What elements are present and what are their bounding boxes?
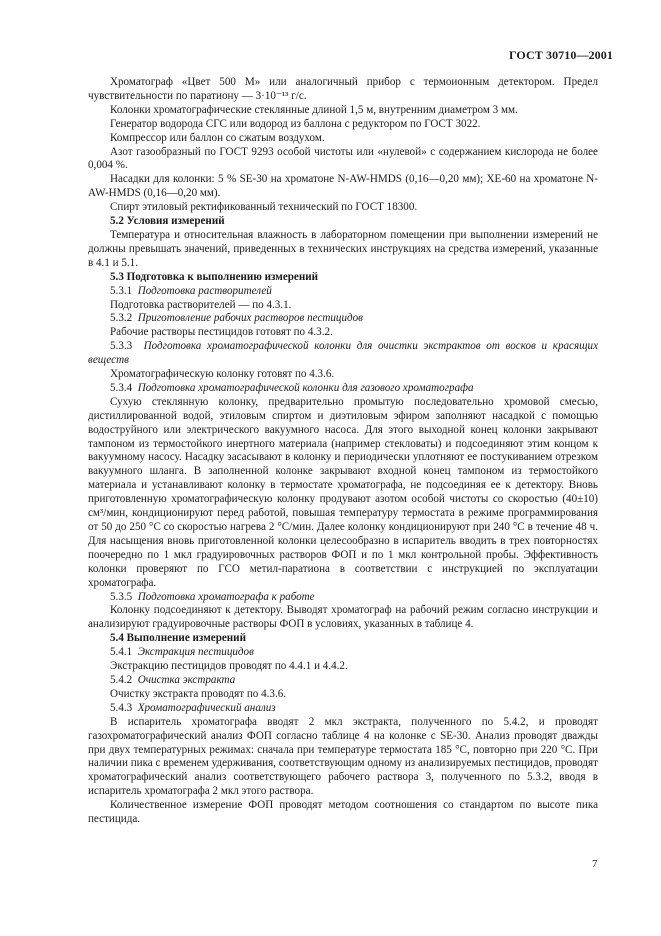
paragraph: Температура и относительная влажность в лабораторном помещении при выполнении измерений не должны превышать значений, приведенных в технических инструкциях на средства измерений, указанные в 4.1 и 5.1. <box>88 228 598 269</box>
paragraph: Количественное измерение ФОП проводят методом соотношения со стандартом по высоте пика пестицида. <box>88 799 598 826</box>
paragraph: Насадки для колонки: 5 % SE-30 на хроматоне N-AW-HMDS (0,16—0,20 мм); XE-60 на хроматоне N-AW-HMDS (0,16—0,20 мм). <box>88 173 598 200</box>
subsection-heading <box>88 382 598 396</box>
standard-code-header: ГОСТ 30710—2001 <box>509 48 613 62</box>
subsection-title: Подготовка хроматографа к работе <box>137 590 315 603</box>
subsection-number: 5.3.5 <box>110 590 133 603</box>
section-heading: 5.4 Выполнение измерений <box>110 632 246 645</box>
paragraph: Подготовка растворителей — по 4.3.1. <box>110 298 292 311</box>
subsection-heading <box>88 312 598 326</box>
subsection-title: Подготовка хроматографической колонки для очистки экстрактов от восков и красящих веществ <box>88 340 598 367</box>
subsection-number: 5.3.1 <box>110 284 133 297</box>
subsection-heading <box>88 340 598 368</box>
paragraph: Генератор водорода СГС или водород из баллона с редуктором по ГОСТ 3022. <box>110 117 481 130</box>
subsection-heading <box>88 591 598 605</box>
subsection-number: 5.4.1 <box>110 646 133 659</box>
paragraph: Сухую стеклянную колонку, предварительно промытую последовательно хромовой смесью, дистиллированной водой, этиловым спиртом и диэтиловым эфиром заполняют насадкой с помощью водоструйного или электрического вакуумного насоса. Для этого выходной конец колонки закрывают тампоном из термостойкого инертного материала (например стекловаты) и подсоединяют этим концом к вакуумному насосу. Насадку засасывают в колонку и периодически уплотняют ее постукиванием отрезком вакуумного шланга. В заполненной колонке закрывают входной конец тампоном из термостойкого материала и устанавливают колонку в термостате хроматографа, не подсоединяя ее к детектору. Вновь приготовленную хроматографическую колонку продувают азотом особой чистоты со скоростью (40±10) см³/мин, кондиционируют перед работой, повышая температуру термостата в режиме программирования от 50 до 250 °С со скоростью нагрева 2 °С/мин. Далее колонку кондиционируют при 240 °С в течение 48 ч. Для насыщения вновь приготовленной колонки целесообразно в испаритель вводить в трех повторностях поочередно по 1 мкл градуировочных растворов ФОП и по 1 мкл контрольной пробы. Эффективность колонки проверяют по ГСО метил-паратиона в соответствии с инструкцией по эксплуатации хроматографа. <box>88 395 598 589</box>
subsection-number: 5.4.2 <box>110 673 133 686</box>
section-heading: 5.2 Условия измерений <box>110 215 225 228</box>
subsection-number: 5.3.4 <box>110 381 133 394</box>
paragraph: Компрессор или баллон со сжатым воздухом. <box>110 131 325 144</box>
subsection-title: Подготовка растворителей <box>137 284 272 297</box>
paragraph: Хроматографическую колонку готовят по 4.3.6. <box>110 368 335 381</box>
subsection-number: 5.3.3 <box>110 340 133 353</box>
subsection-heading <box>88 674 598 688</box>
section-heading: 5.3 Подготовка к выполнению измерений <box>110 270 319 283</box>
subsection-heading <box>88 285 598 299</box>
paragraph: В испаритель хроматографа вводят 2 мкл экстракта, полученного по 5.4.2, и проводят газохроматографический анализ ФОП согласно таблице 4 на колонке с SE-30. Анализ проводят дважды при двух температурных режимах: сначала при температуре термостата 185 °С, повторно при 220 °С. При наличии пика с временем удерживания, соответствующим одному из анализируемых пестицидов, проводят хроматографический анализ соответствующего рабочего раствора 3, полученного по 5.3.2, вводя в испаритель хроматографа 2 мкл этого раствора. <box>88 715 598 798</box>
paragraph: Экстракцию пестицидов проводят по 4.4.1 и 4.4.2. <box>110 660 348 673</box>
subsection-title: Хроматографический анализ <box>137 701 276 714</box>
subsection-number: 5.3.2 <box>110 312 133 325</box>
paragraph: Очистку экстракта проводят по 4.3.6. <box>110 687 287 700</box>
subsection-number: 5.4.3 <box>110 701 133 714</box>
paragraph: Колонку подсоединяют к детектору. Выводят хроматограф на рабочий режим согласно инструкции и анализируют градуировочные растворы ФОП в условиях, указанных в таблице 4. <box>88 604 598 631</box>
page-number: 7 <box>592 858 598 870</box>
subsection-title: Приготовление рабочих растворов пестицидов <box>137 312 364 325</box>
paragraph: Рабочие растворы пестицидов готовят по 4.3.2. <box>110 326 333 339</box>
paragraph: Азот газообразный по ГОСТ 9293 особой чистоты или «нулевой» с содержанием кислорода не более 0,004 %. <box>88 145 598 172</box>
paragraph: Колонки хроматографические стеклянные длиной 1,5 м, внутренним диаметром 3 мм. <box>110 103 518 116</box>
subsection-title: Очистка экстракта <box>137 673 236 686</box>
subsection-title: Экстракция пестицидов <box>137 646 254 659</box>
subsection-title: Подготовка хроматографической колонки для газового хроматографа <box>137 381 474 394</box>
paragraph: Хроматограф «Цвет 500 М» или аналогичный прибор с термоионным детектором. Предел чувствительности по паратиону — 3·10⁻¹³ г/с. <box>88 76 598 102</box>
paragraph: Спирт этиловый ректификованный технический по ГОСТ 18300. <box>110 201 418 214</box>
subsection-heading <box>88 702 598 716</box>
document-body <box>88 76 598 827</box>
subsection-heading <box>88 646 598 660</box>
